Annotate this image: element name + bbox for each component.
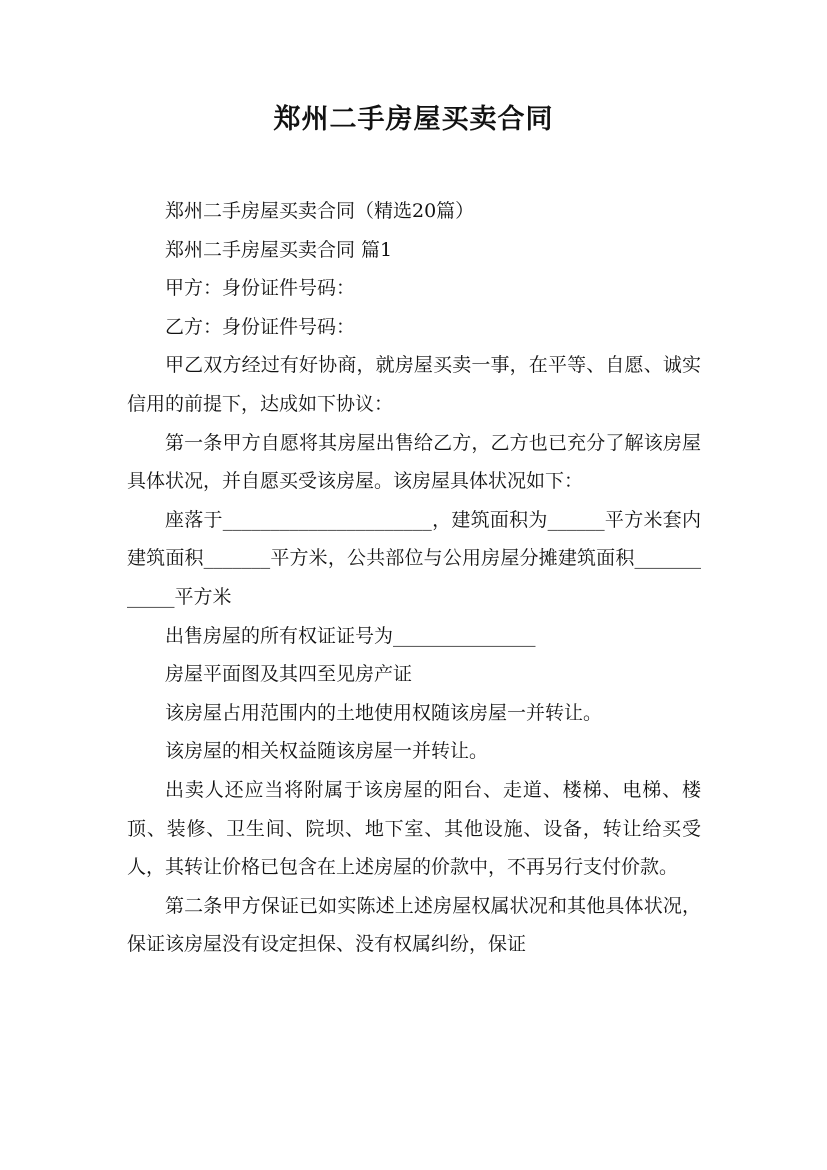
document-body bbox=[127, 192, 701, 964]
paragraph-floor-plan: 房屋平面图及其四至见房产证 bbox=[165, 663, 413, 686]
document-title: 郑州二手房屋买卖合同 bbox=[273, 104, 554, 135]
paragraph-preamble: 甲乙双方经过有好协商，就房屋买卖一事，在平等、自愿、诚实信用的前提下，达成如下协议： bbox=[127, 354, 701, 415]
paragraph-subtitle: 郑州二手房屋买卖合同（精选20篇） bbox=[165, 200, 475, 222]
paragraph-party-a: 甲方：身份证件号码： bbox=[165, 277, 356, 300]
paragraph-section-heading: 郑州二手房屋买卖合同 篇1 bbox=[165, 238, 393, 261]
paragraph-article-2: 第二条甲方保证已如实陈述上述房屋权属状况和其他具体状况，保证该房屋没有设定担保、没有权属纠纷，保证 bbox=[127, 894, 701, 956]
paragraph-article-1: 第一条甲方自愿将其房屋出售给乙方，乙方也已充分了解该房屋具体状况，并自愿买受该房屋。该房屋具体状况如下： bbox=[127, 431, 701, 493]
paragraph-certificate-number: 出售房屋的所有权证证号为_______________ bbox=[165, 624, 536, 647]
paragraph-land-rights: 该房屋占用范围内的土地使用权随该房屋一并转让。 bbox=[165, 701, 603, 724]
paragraph-attachments: 出卖人还应当将附属于该房屋的阳台、走道、楼梯、电梯、楼顶、装修、卫生间、院坝、地下室、其他设施、设备，转让给买受人，其转让价格已包含在上述房屋的价款中，不再另行支付价款。 bbox=[127, 778, 701, 879]
paragraph-location-area: 座落于______________________，建筑面积为______平方米套内建筑面积_______平方米，公共部位与公用房屋分摊建筑面积____________平方米 bbox=[127, 508, 701, 608]
paragraph-party-b: 乙方：身份证件号码： bbox=[165, 315, 356, 338]
paragraph-related-rights: 该房屋的相关权益随该房屋一并转让。 bbox=[165, 740, 489, 763]
